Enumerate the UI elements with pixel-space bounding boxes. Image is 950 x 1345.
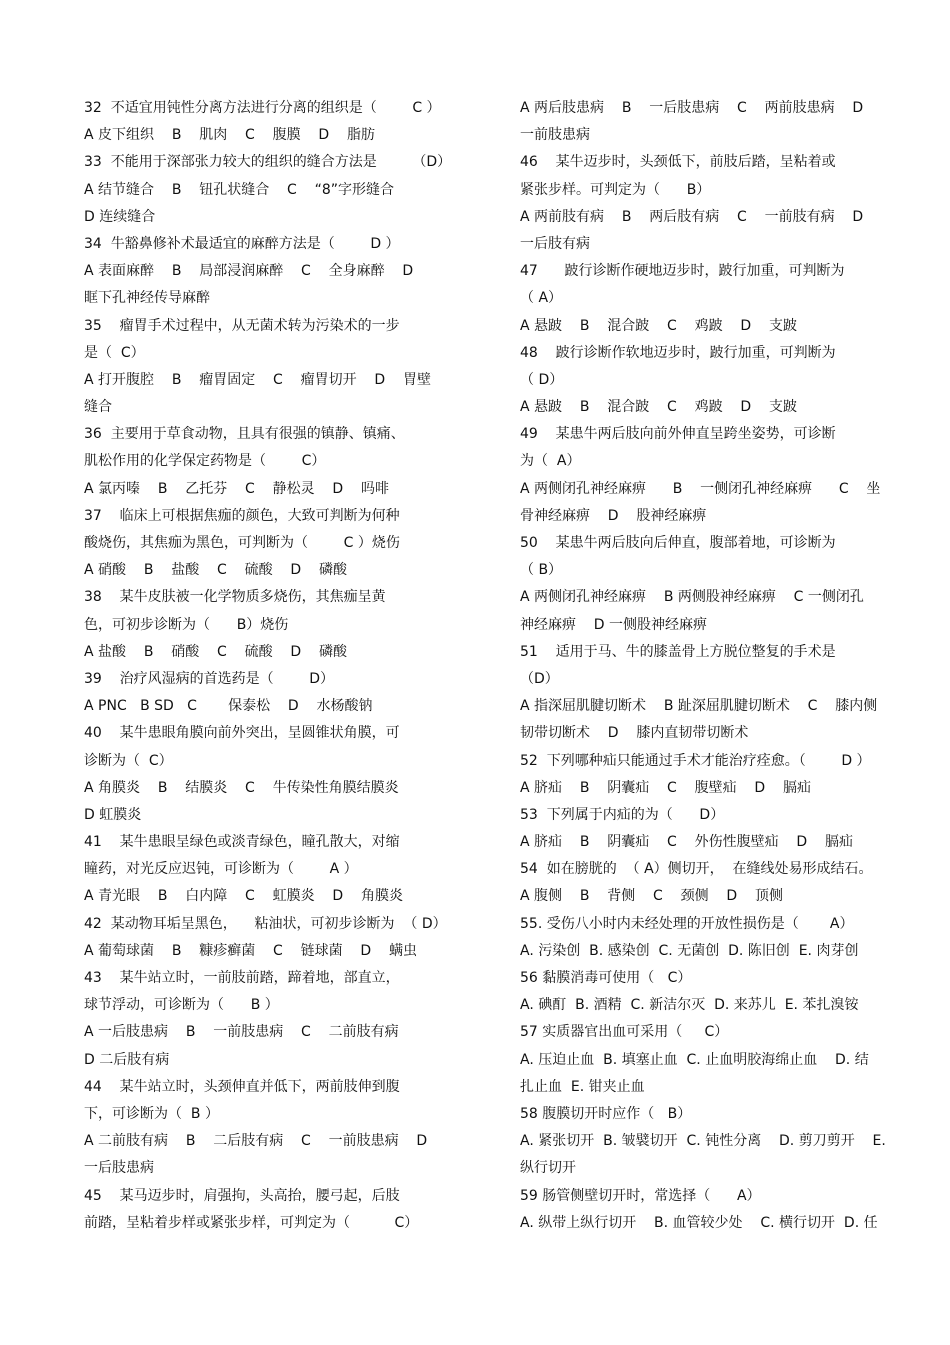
text-line: A. 压迫止血 B. 填塞止血 C. 止血明胶海绵止血 D. 结 — [520, 1051, 869, 1068]
text-line: 46 某牛迈步时，头颈低下，前肢后踏，呈粘着或 — [520, 154, 836, 171]
text-line: 36 主要用于草食动物，且具有很强的镇静、镇痛、 — [84, 426, 405, 443]
text-line: 54 如在膀胱的 （ A）侧切开， 在缝线处易形成结石。 — [520, 861, 873, 878]
text-line: 34 牛豁鼻修补术最适宜的麻醉方法是（ D ） — [84, 235, 400, 252]
text-line: （D） — [520, 670, 559, 687]
text-line: 37 临床上可根据焦痂的颜色，大致可判断为何种 — [84, 507, 400, 524]
text-line: A 角膜炎 B 结膜炎 C 牛传染性角膜结膜炎 — [84, 779, 399, 796]
text-line: A 表面麻醉 B 局部浸润麻醉 C 全身麻醉 D — [84, 263, 414, 280]
text-line: 32 不适宜用钝性分离方法进行分离的组织是（ C ） — [84, 100, 441, 116]
text-line: A 氯丙嗪 B 乙托芬 C 静松灵 D 吗啡 — [84, 480, 389, 497]
text-line: 骨神经麻痹 D 股神经麻痹 — [520, 507, 707, 524]
text-line: （ B） — [520, 562, 563, 579]
text-line: 球节浮动，可诊断为（ B ） — [84, 997, 279, 1014]
text-line: A 葡萄球菌 B 糠疹癣菌 C 链球菌 D 螨虫 — [84, 942, 417, 959]
text-line: 58 腹膜切开时应作（ B） — [520, 1105, 692, 1122]
text-line: 47 跛行诊断作硬地迈步时，跛行加重，可判断为 — [520, 263, 845, 280]
text-line: 39 治疗风湿病的首选药是（ D） — [84, 670, 334, 687]
text-line: A PNC B SD C 保泰松 D 水杨酸钠 — [84, 698, 373, 715]
text-line: A 悬跛 B 混合跛 C 鸡跛 D 支跛 — [520, 317, 797, 334]
text-line: A 二前肢有病 B 二后肢有病 C 一前肢患病 D — [84, 1133, 428, 1150]
text-line: A 两侧闭孔神经麻痹 B 一侧闭孔神经麻痹 C 坐 — [520, 480, 881, 497]
text-line: A 盐酸 B 硝酸 C 硫酸 D 磷酸 — [84, 643, 347, 660]
text-line: 48 跛行诊断作软地迈步时，跛行加重，可判断为 — [520, 344, 836, 361]
text-line: 40 某牛患眼角膜向前外突出，呈圆锥状角膜，可 — [84, 725, 400, 742]
text-line: A. 碘酊 B. 酒精 C. 新洁尔灭 D. 来苏儿 E. 苯扎溴铵 — [520, 997, 859, 1014]
text-line: A 结节缝合 B 钮孔状缝合 C “8”字形缝合 — [84, 181, 395, 198]
text-line: 45 某马迈步时，肩强拘，头高抬，腰弓起，后肢 — [84, 1187, 400, 1204]
text-line: 38 某牛皮肤被一化学物质多烧伤，其焦痂呈黄 — [84, 589, 386, 606]
text-line: D 连续缝合 — [84, 208, 156, 225]
text-line: 诊断为（ C） — [84, 752, 173, 769]
text-line: A 一后肢患病 B 一前肢患病 C 二前肢有病 — [84, 1024, 399, 1041]
text-line: A 两前肢有病 B 两后肢有病 C 一前肢有病 D — [520, 208, 864, 225]
text-line: 肌松作用的化学保定药物是（ C） — [84, 453, 326, 470]
text-line: A 腹侧 B 背侧 C 颈侧 D 顶侧 — [520, 888, 783, 905]
text-line: 53 下列属于内疝的为（ D） — [520, 806, 725, 823]
text-line: 42 某动物耳垢呈黑色， 粘油状，可初步诊断为 （ D） — [84, 915, 447, 932]
text-line: 59 肠管侧壁切开时，常选择（ A） — [520, 1187, 761, 1204]
text-line: 酸烧伤，其焦痂为黑色，可判断为（ C ）烧伤 — [84, 535, 400, 551]
text-line: A 脐疝 B 阴囊疝 C 腹壁疝 D 膈疝 — [520, 779, 811, 796]
text-line: 56 黏膜消毒可使用（ C） — [520, 970, 692, 986]
text-line: 35 瘤胃手术过程中，从无菌术转为污染术的一步 — [84, 317, 400, 334]
text-line: A 两后肢患病 B 一后肢患病 C 两前肢患病 D — [520, 100, 864, 116]
text-line: D 二后肢有病 — [84, 1051, 170, 1068]
text-line: 43 某牛站立时，一前肢前踏，蹄着地，部直立， — [84, 970, 400, 986]
text-line: 一后肢患病 — [84, 1160, 154, 1177]
text-line: 57 实质器官出血可采用（ C） — [520, 1024, 729, 1041]
text-line: 瞳药，对光反应迟钝，可诊断为（ A ） — [84, 861, 358, 878]
text-line: 44 某牛站立时，头颈伸直并低下，两前肢伸到腹 — [84, 1078, 400, 1095]
text-line: A. 纵带上纵行切开 B. 血管较少处 C. 横行切开 D. 任 — [520, 1214, 878, 1231]
text-line: A. 污染创 B. 感染创 C. 无菌创 D. 陈旧创 E. 肉芽创 — [520, 942, 859, 959]
text-line: 扎止血 E. 钳夹止血 — [520, 1078, 645, 1095]
text-line: A 青光眼 B 白内障 C 虹膜炎 D 角膜炎 — [84, 888, 403, 905]
text-line: 下，可诊断为（ B ） — [84, 1105, 219, 1122]
text-line: 色，可初步诊断为（ B）烧伤 — [84, 616, 289, 633]
text-line: 52 下列哪种疝只能通过手术才能治疗痊愈。（ D ） — [520, 752, 871, 769]
text-line: 为（ A） — [520, 453, 581, 470]
text-line: A 悬跛 B 混合跛 C 鸡跛 D 支跛 — [520, 399, 797, 416]
text-line: A 打开腹腔 B 瘤胃固定 C 瘤胃切开 D 胃壁 — [84, 371, 431, 388]
text-line: 紧张步样。可判定为（ B） — [520, 181, 711, 198]
text-line: 是（ C） — [84, 344, 145, 361]
text-line: 前踏，呈粘着步样或紧张步样，可判定为（ C） — [84, 1214, 419, 1231]
text-line: 33 不能用于深部张力较大的组织的缝合方法是 （D） — [84, 154, 452, 171]
text-line: A 硝酸 B 盐酸 C 硫酸 D 磷酸 — [84, 562, 347, 579]
text-line: A 皮下组织 B 肌肉 C 腹膜 D 脂肪 — [84, 127, 375, 144]
text-line: 49 某患牛两后肢向前外伸直呈跨坐姿势，可诊断 — [520, 426, 836, 443]
text-line: A 两侧闭孔神经麻痹 B 两侧股神经麻痹 C 一侧闭孔 — [520, 589, 864, 606]
text-line: 一前肢患病 — [520, 127, 590, 144]
text-line: 纵行切开 — [520, 1160, 576, 1177]
text-line: 缝合 — [84, 399, 112, 416]
text-line: A 指深屈肌腱切断术 B 趾深屈肌腱切断术 C 膝内侧 — [520, 698, 878, 715]
text-line: 神经麻痹 D 一侧股神经麻痹 — [520, 616, 708, 633]
text-line: 41 某牛患眼呈绿色或淡青绿色，瞳孔散大，对缩 — [84, 834, 400, 851]
left-column — [84, 95, 474, 1237]
text-line: 50 某患牛两后肢向后伸直，腹部着地，可诊断为 — [520, 535, 836, 551]
text-line: 55. 受伤八小时内未经处理的开放性损伤是（ A） — [520, 915, 854, 932]
text-line: （ A） — [520, 290, 563, 307]
text-line: 一后肢有病 — [520, 235, 590, 252]
text-line: （ D） — [520, 371, 564, 388]
text-line: 眶下孔神经传导麻醉 — [84, 290, 210, 307]
right-column — [520, 95, 905, 1237]
text-line: 51 适用于马、牛的膝盖骨上方脱位整复的手术是 — [520, 643, 836, 660]
text-line: 韧带切断术 D 膝内直韧带切断术 — [520, 725, 749, 742]
text-line: D 虹膜炎 — [84, 806, 142, 823]
text-line: A 脐疝 B 阴囊疝 C 外伤性腹壁疝 D 膈疝 — [520, 834, 853, 851]
text-line: A. 紧张切开 B. 皱襞切开 C. 钝性分离 D. 剪刀剪开 E. — [520, 1133, 886, 1150]
